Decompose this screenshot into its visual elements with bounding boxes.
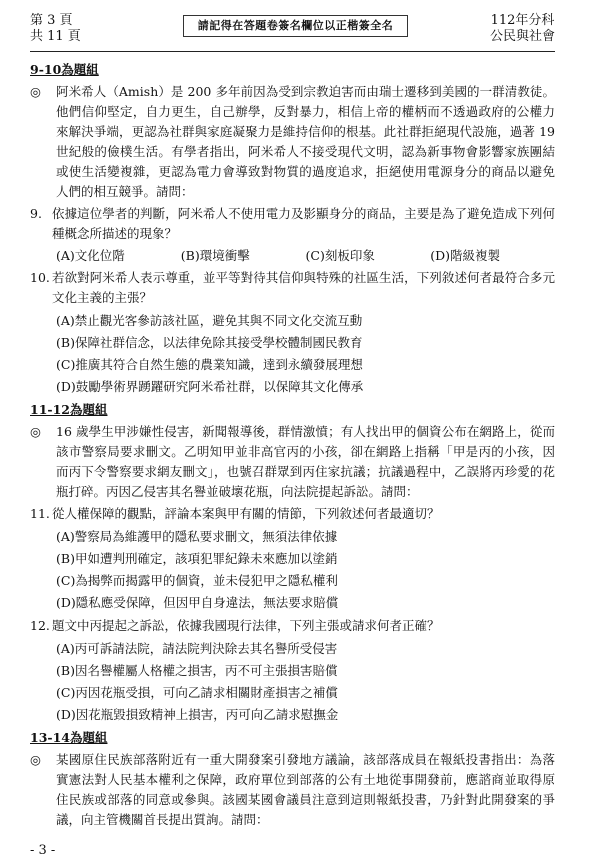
question-number: 11. [30, 506, 50, 521]
answer-option: (C)為揭弊而揭露甲的個資，並未侵犯甲之隱私權利 [56, 573, 338, 588]
question-number: 10. [30, 270, 50, 285]
answer-option: (A)丙可訴請法院，請法院判決除去其名譽所受侵害 [56, 641, 338, 656]
question-text: 從人權保障的觀點，評論本案與甲有關的情節，下列敘述何者最適切？ [52, 506, 440, 521]
header-divider [30, 51, 555, 52]
passage-text: 某國原住民族部落附近有一重大開發案引發地方議論，該部落成員在報紙投書指出：為落實憲法對人民基本權利之保障，政府單位到部落的公有土地從事開發前，應諮商並取得原住民族或部落的同意或參與。該國某國會議員注意到這則報紙投書，乃針對此開發案的爭議，向主管機關首長提出質詢。請問： [56, 752, 555, 827]
question-text: 題文中丙提起之訴訟，依據我國現行法律，下列主張或請求何者正確？ [52, 618, 440, 633]
group-title: 9-10為題組 [30, 62, 99, 77]
answer-option: (B)甲如遭判刑確定，該項犯罪紀錄未來應加以塗銷 [56, 551, 338, 566]
answer-option: (B)因名譽權屬人格權之損害，丙不可主張損害賠償 [56, 663, 338, 678]
passage-text: 阿米希人（Amish）是 200 多年前因為受到宗教迫害而由瑞士遷移到美國的一群清教徒。他們信仰堅定，自力更生，自己辦學，反對暴力，相信上帝的權柄而不透過政府的公權力來解決爭端，更認為社群與家庭凝聚力是維持信仰的根基。此社群拒絕現代設施，過著 19 世紀般的儉樸生活。有學者指出，阿米希人不接受現代文明，認為新事物會影響家族團結或使生活變複雜，更認為電力會導致對物質的過度追求，拒絕使用電源身分的商品以避免人們的相互競爭。請問： [56, 84, 555, 199]
answer-option: (A)警察局為維護甲的隱私要求刪文，無須法律依據 [56, 529, 338, 544]
question-group [30, 400, 555, 726]
answer-options [56, 310, 555, 398]
passage [30, 422, 555, 502]
answer-option: (D)鼓勵學術界踴躍研究阿米希社群，以保障其文化傳承 [56, 379, 364, 394]
group-title: 13-14為題組 [30, 730, 108, 745]
answer-option: (B)保障社群信念，以法律免除其接受學校體制國民教育 [56, 335, 363, 350]
answer-option: (B)環境衝擊 [180, 248, 250, 263]
answer-options [56, 638, 555, 726]
passage [30, 82, 555, 202]
question [30, 616, 555, 636]
question [30, 504, 555, 524]
subject-name: 公民與社會 [489, 29, 555, 44]
answer-option: (C)丙因花瓶受損，可向乙請求相關財產損害之補償 [56, 685, 338, 700]
answer-option: (D)因花瓶毀損致精神上損害，丙可向乙請求慰撫金 [56, 707, 339, 722]
question-number: 12. [30, 618, 50, 633]
passage [30, 750, 555, 830]
answer-option: (C)刻板印象 [305, 248, 375, 263]
passage-mark: ◎ [30, 84, 41, 99]
exam-info-block [490, 13, 555, 45]
answer-option: (C)推廣其符合自然生態的農業知識，達到永續發展理想 [56, 357, 363, 372]
group-title: 11-12為題組 [30, 402, 108, 417]
signature-notice: 請記得在答題卷簽名欄位以正楷簽全名 [183, 15, 408, 37]
answer-option: (A)文化位階 [56, 248, 125, 263]
question [30, 204, 555, 244]
question-text: 依據這位學者的判斷，阿米希人不使用電力及影顯身分的商品，主要是為了避免造成下列何種概念所描述的現象？ [52, 206, 555, 241]
answer-options [56, 526, 555, 614]
answer-options [56, 246, 555, 266]
passage-mark: ◎ [30, 424, 41, 439]
exam-year: 112年分科 [490, 13, 555, 28]
question-group [30, 60, 555, 398]
passage-mark: ◎ [30, 752, 41, 767]
page-number-block [30, 13, 81, 45]
answer-option: (A)禁止觀光客參訪該社區，避免其與不同文化交流互動 [56, 313, 363, 328]
question-number: 9. [30, 206, 42, 221]
page-number: 第 3 頁 [30, 13, 73, 28]
passage-text: 16 歲學生甲涉嫌性侵害，新聞報導後，群情激憤；有人找出甲的個資公布在網路上，從而該市警察局要求刪文。乙明知甲並非高官丙的小孩，卻在網路上指稱「甲是丙的小孩，因而丙下令警察要求網友刪文」，也號召群眾到丙住家抗議；抗議過程中，乙誤將丙珍愛的花瓶打碎。丙因乙侵害其名譽並破壞花瓶，向法院提起訴訟。請問： [56, 424, 555, 499]
question-group [30, 728, 555, 830]
answer-option: (D)隱私應受保障，但因甲自身違法，無法要求賠償 [56, 595, 339, 610]
page-footer: - 3 - [30, 843, 56, 858]
answer-option: (D)階級複製 [430, 248, 501, 263]
question-text: 若欲對阿米希人表示尊重，並平等對待其信仰與特殊的社區生活，下列敘述何者最符合多元文化主義的主張？ [52, 270, 555, 305]
question [30, 268, 555, 308]
page-total: 共 11 頁 [30, 29, 81, 44]
question-content [30, 60, 555, 832]
